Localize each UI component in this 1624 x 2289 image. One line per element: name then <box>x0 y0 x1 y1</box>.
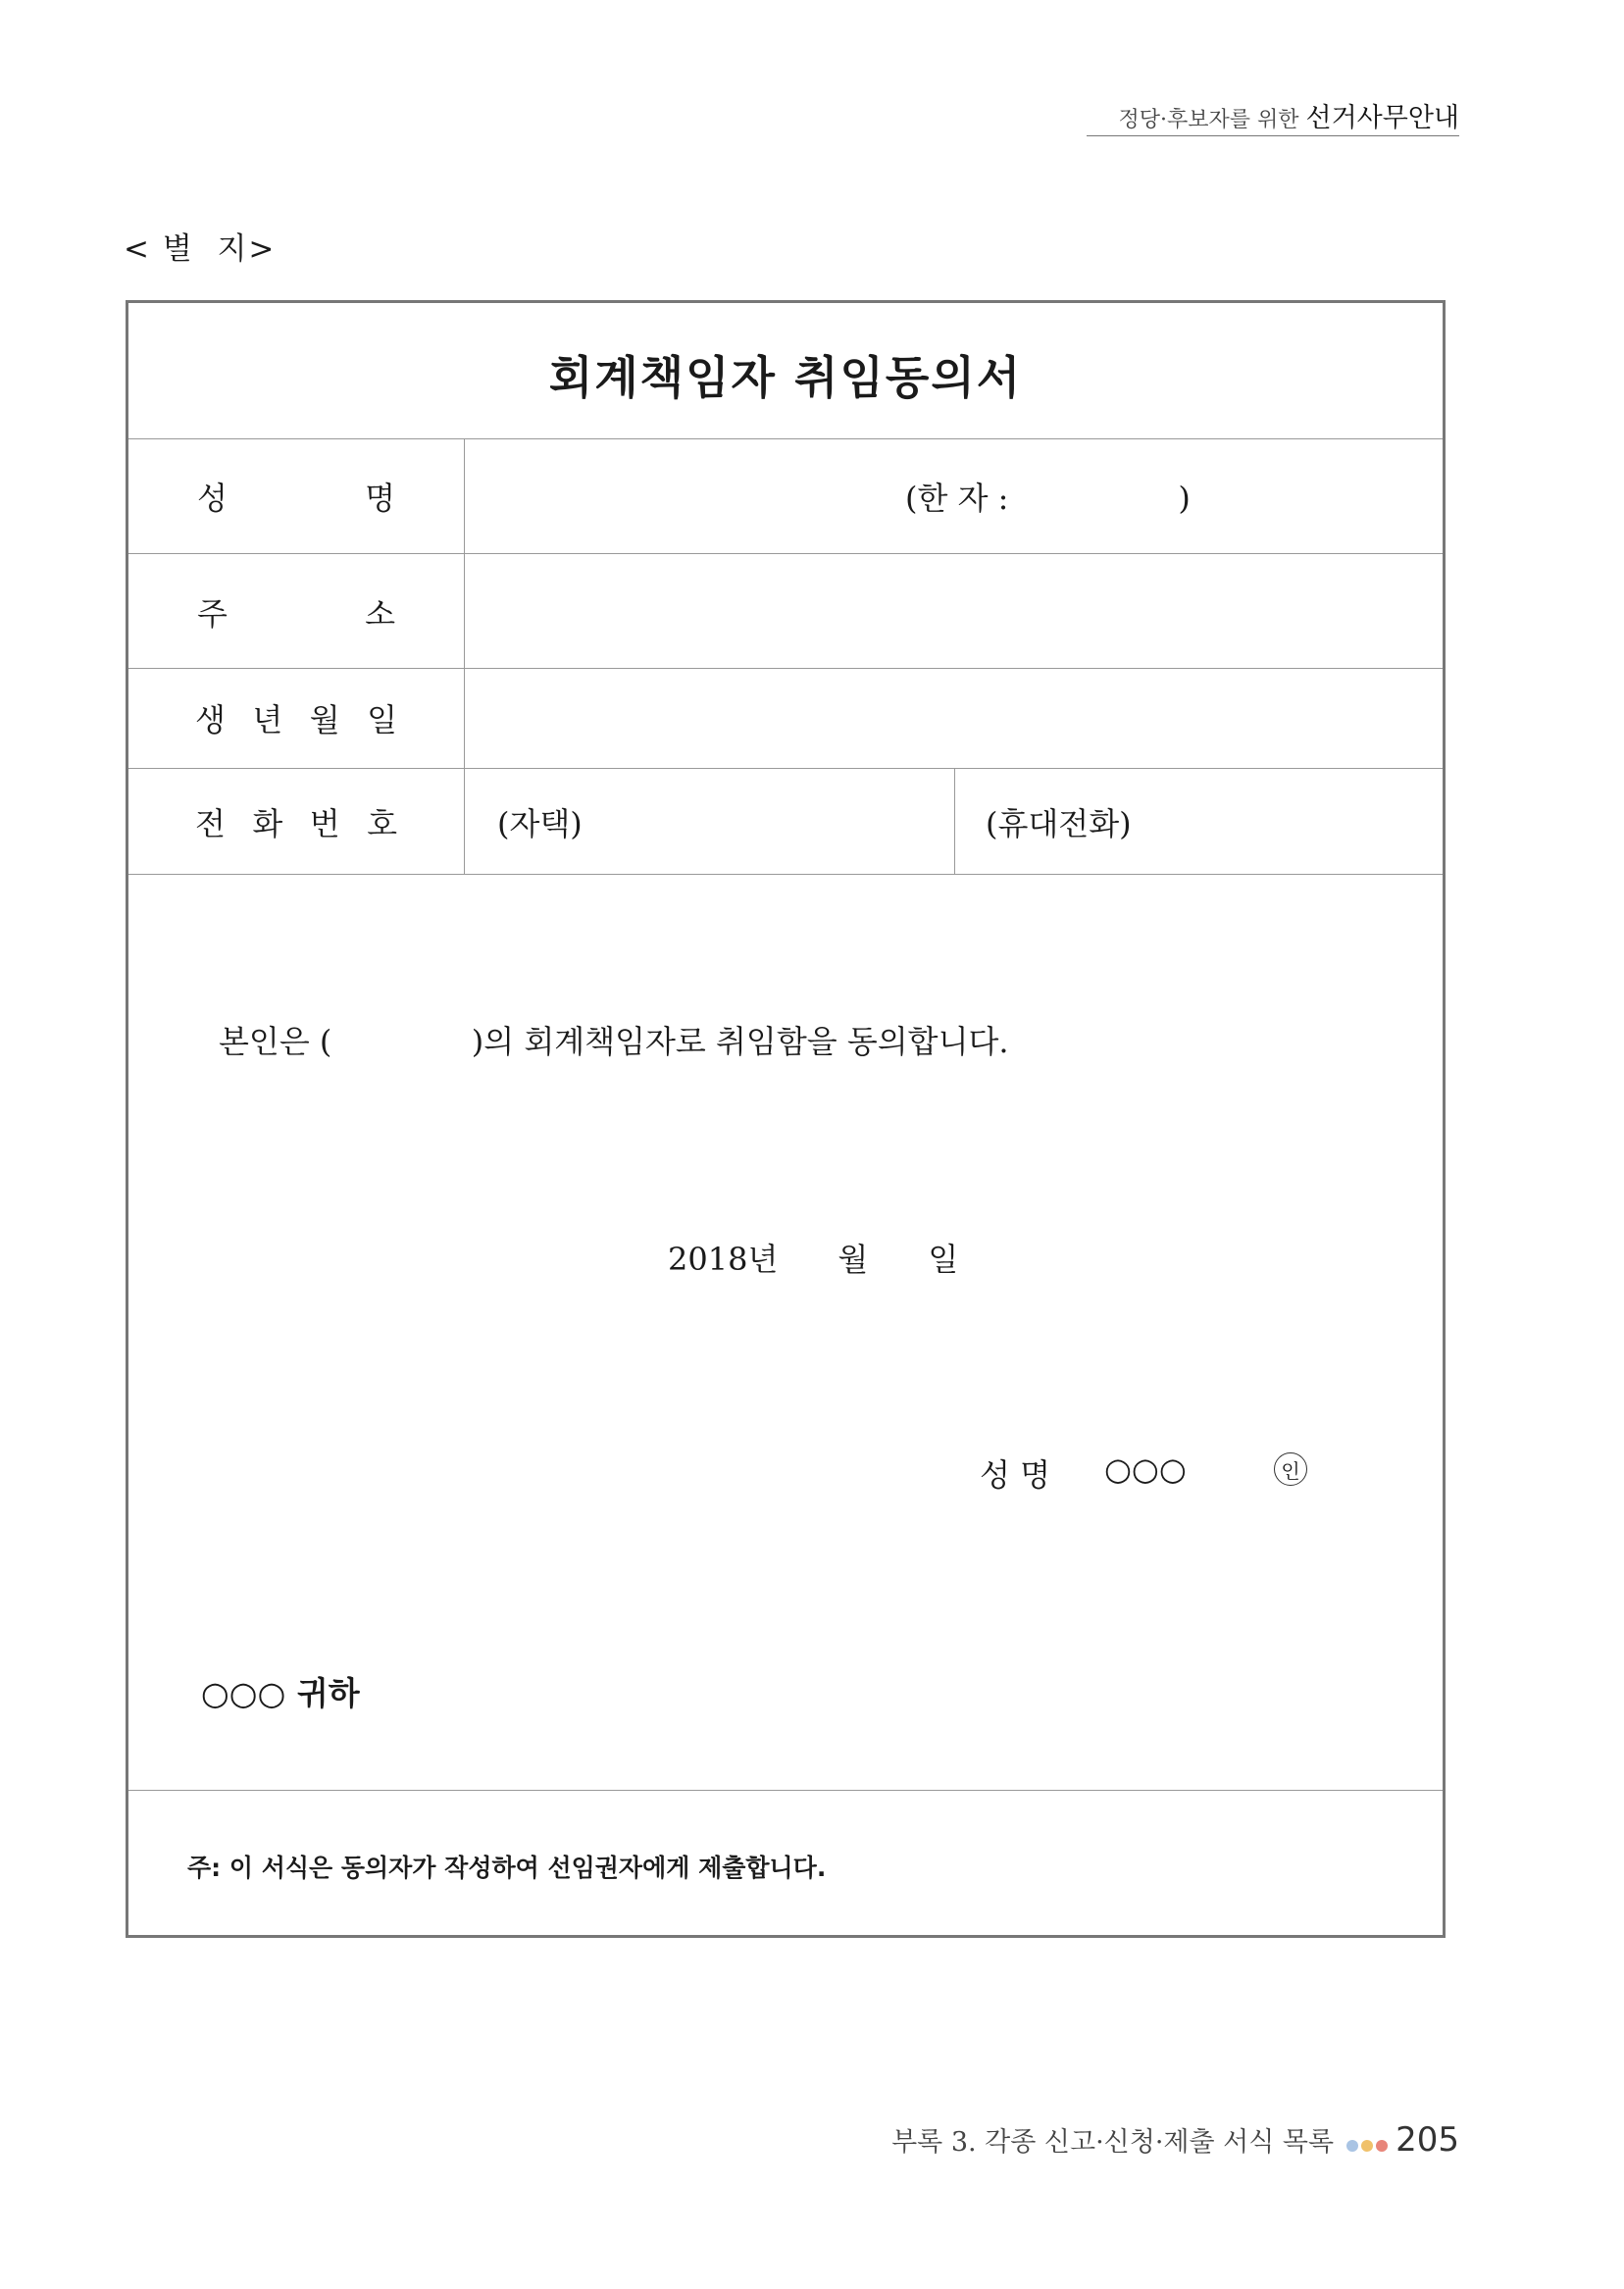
dot-icon <box>1361 2140 1373 2152</box>
phone-home-field[interactable]: (자택) <box>497 805 583 842</box>
running-footer <box>863 2120 1459 2160</box>
label-birthdate: 생 년 월 일 <box>195 701 397 738</box>
date-line: 2018년 월 일 <box>668 1241 959 1278</box>
form-title: 회계책임자 취임동의서 <box>548 351 1023 404</box>
seal-mark: 인 <box>1274 1452 1307 1486</box>
row-divider <box>128 438 1443 439</box>
dot-icon <box>1346 2140 1358 2152</box>
addressee: ○○○ 귀하 <box>201 1674 360 1712</box>
label-name: 성 명 <box>197 480 395 517</box>
header-rule <box>1087 135 1459 136</box>
form-note: 주: 이 서식은 동의자가 작성하여 선임권자에게 제출합니다. <box>187 1854 827 1882</box>
consent-form <box>126 300 1446 1938</box>
column-divider <box>954 768 955 874</box>
page-number: 205 <box>1396 2120 1459 2160</box>
column-divider <box>464 438 465 874</box>
header-title: 선거사무안내 <box>1305 103 1459 133</box>
signature-name: ○○○ <box>1104 1450 1187 1488</box>
header-prefix: 정당·후보자를 위한 <box>1118 108 1306 132</box>
running-header <box>1087 96 1459 137</box>
signature-label: 성 명 <box>980 1456 1050 1494</box>
decorative-dots-icon <box>1344 2128 1388 2159</box>
row-divider <box>128 553 1443 554</box>
row-divider <box>128 768 1443 769</box>
attachment-label: < 별 지> <box>124 231 277 267</box>
label-address: 주 소 <box>197 595 395 633</box>
row-divider <box>128 668 1443 669</box>
name-hanja-field[interactable]: (한 자 : ) <box>905 480 1191 517</box>
footer-text: 부록 3. 각종 신고·신청·제출 서식 목록 <box>891 2127 1335 2158</box>
row-divider <box>128 1790 1443 1791</box>
row-divider <box>128 874 1443 875</box>
dot-icon <box>1376 2140 1388 2152</box>
label-phone: 전 화 번 호 <box>195 805 397 842</box>
phone-mobile-field[interactable]: (휴대전화) <box>986 805 1132 842</box>
consent-statement: 본인은 ( )의 회계책임자로 취임함을 동의합니다. <box>219 1023 1009 1060</box>
